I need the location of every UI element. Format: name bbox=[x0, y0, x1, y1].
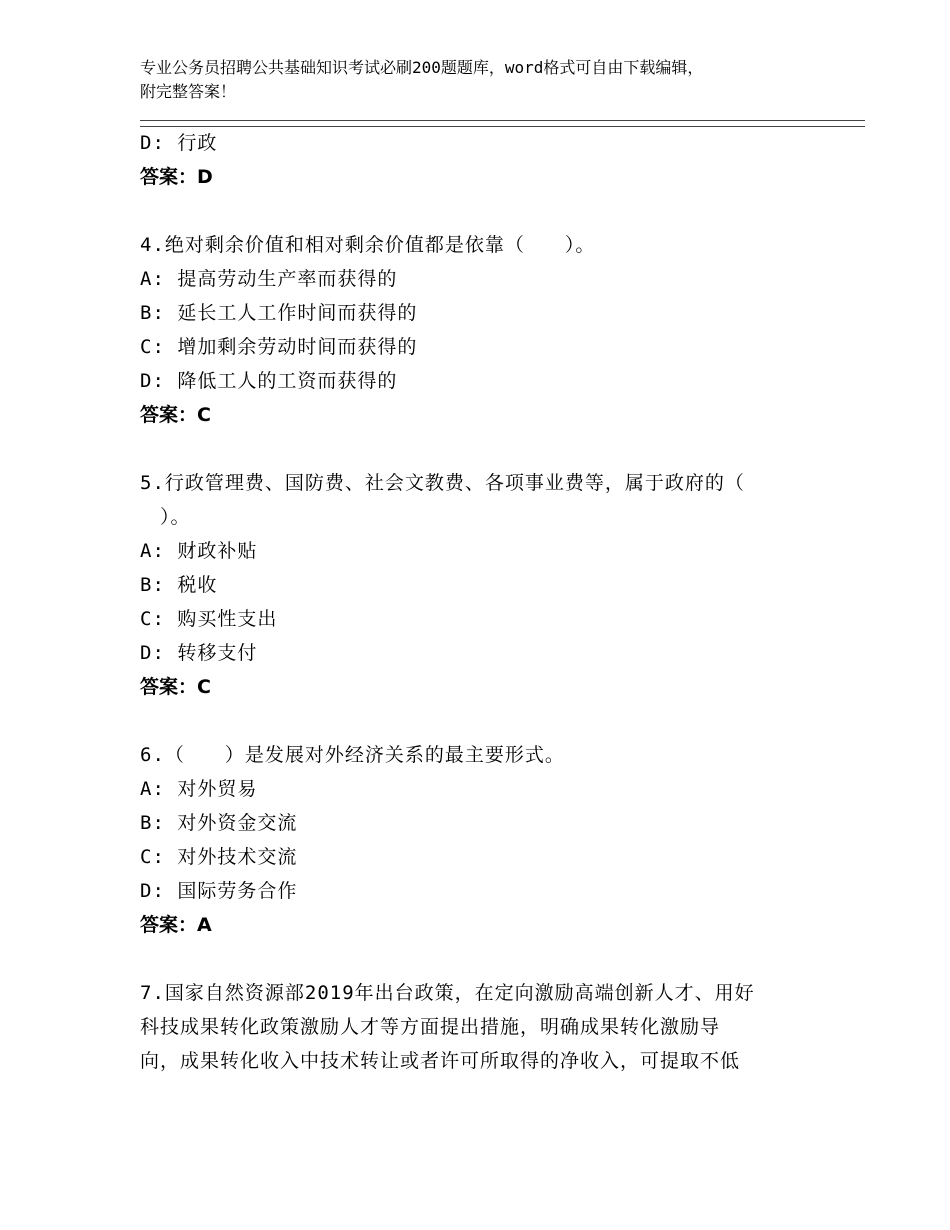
q4-option-a: A: 提高劳动生产率而获得的 bbox=[140, 268, 398, 290]
q7-stem-line-1: 7.国家自然资源部2019年出台政策，在定向激励高端创新人才、用好 bbox=[140, 982, 755, 1004]
q4-option-d: D: 降低工人的工资而获得的 bbox=[140, 370, 398, 392]
q5-option-d: D: 转移支付 bbox=[140, 642, 258, 664]
q5-stem-line-1: 5.行政管理费、国防费、社会文教费、各项事业费等，属于政府的（ bbox=[140, 472, 745, 494]
q7-stem-line-3: 向，成果转化收入中技术转让或者许可所取得的净收入，可提取不低 bbox=[140, 1050, 741, 1072]
spacer bbox=[140, 704, 820, 738]
q5-answer: 答案：C bbox=[140, 676, 211, 698]
q4-option-b: B: 延长工人工作时间而获得的 bbox=[140, 302, 418, 324]
header-line-2: 附完整答案！ bbox=[140, 82, 237, 101]
q5-stem-line-2: ）。 bbox=[140, 506, 191, 528]
document-body bbox=[140, 126, 820, 1078]
page-header bbox=[140, 56, 840, 104]
q6-option-d: D: 国际劳务合作 bbox=[140, 880, 298, 902]
q7-stem-line-2: 科技成果转化政策激励人才等方面提出措施，明确成果转化激励导 bbox=[140, 1016, 721, 1038]
q5-option-a: A: 财政补贴 bbox=[140, 540, 258, 562]
q3-option-d: D: 行政 bbox=[140, 132, 218, 154]
q4-stem: 4.绝对剩余价值和相对剩余价值都是依靠（ ）。 bbox=[140, 234, 596, 256]
spacer bbox=[140, 194, 820, 228]
spacer bbox=[140, 432, 820, 466]
q5-option-c: C: 购买性支出 bbox=[140, 608, 278, 630]
q6-option-a: A: 对外贸易 bbox=[140, 778, 258, 800]
q6-answer: 答案：A bbox=[140, 914, 212, 936]
header-line-1: 专业公务员招聘公共基础知识考试必刷200题题库，word格式可自由下载编辑， bbox=[140, 58, 704, 77]
q4-option-c: C: 增加剩余劳动时间而获得的 bbox=[140, 336, 418, 358]
spacer bbox=[140, 942, 820, 976]
q6-option-c: C: 对外技术交流 bbox=[140, 846, 298, 868]
q6-stem: 6.（ ）是发展对外经济关系的最主要形式。 bbox=[140, 744, 565, 766]
q3-answer: 答案：D bbox=[140, 166, 213, 188]
q6-option-b: B: 对外资金交流 bbox=[140, 812, 298, 834]
q4-answer: 答案：C bbox=[140, 404, 211, 426]
q5-option-b: B: 税收 bbox=[140, 574, 218, 596]
